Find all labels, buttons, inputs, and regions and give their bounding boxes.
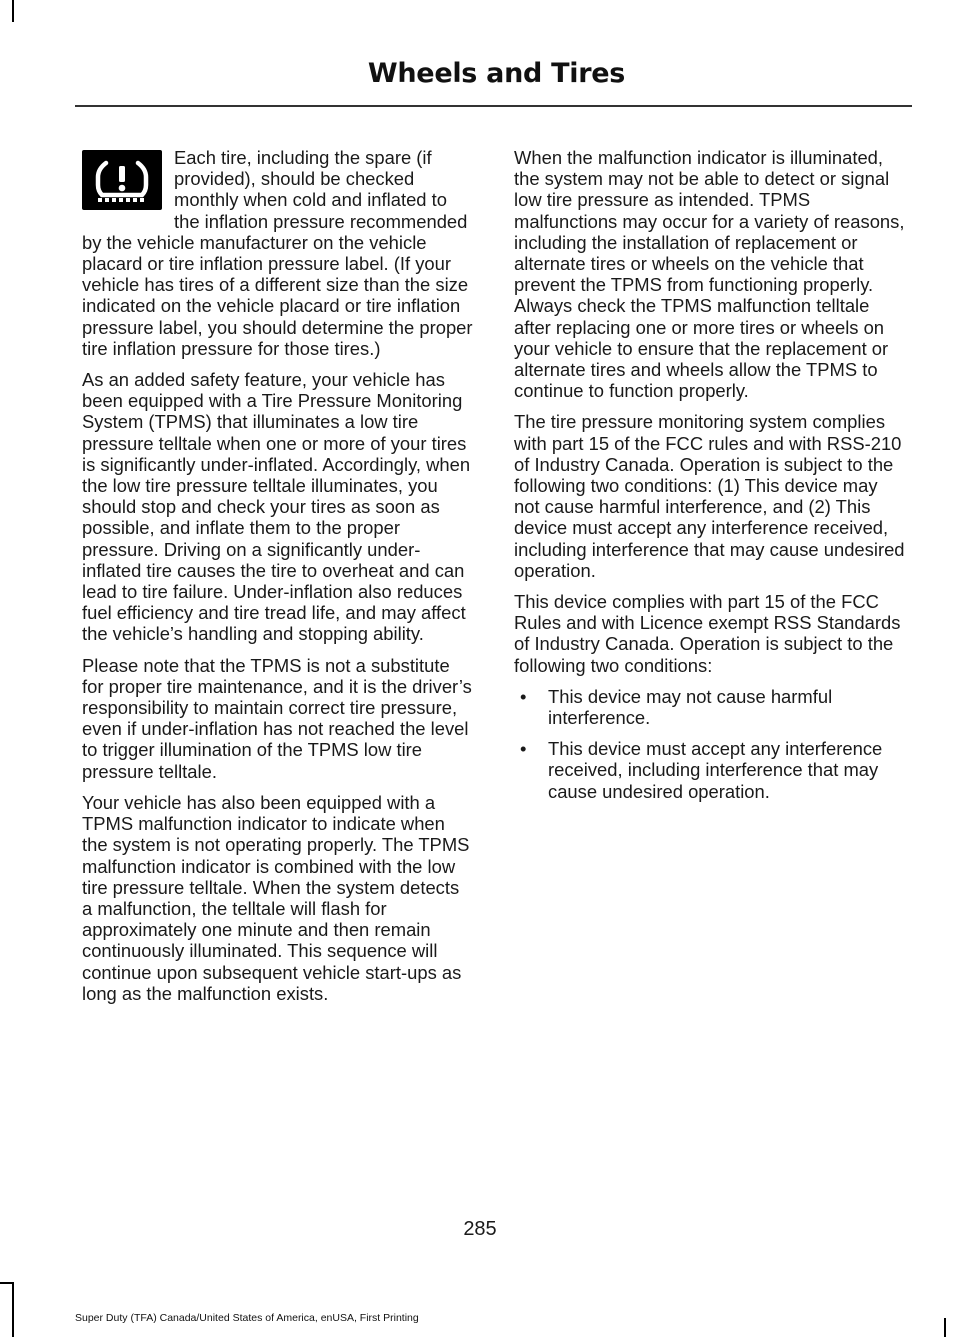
right-column bbox=[514, 147, 906, 812]
page-title: Wheels and Tires bbox=[367, 58, 625, 89]
crop-mark-bottom-right bbox=[944, 1318, 946, 1337]
bullet-list bbox=[514, 686, 906, 802]
paragraph: Please note that the TPMS is not a substitute for proper tire maintenance, and it is the driver’s responsibility to maintain correct tire pressure, even if under-inflation has not reached the level to trigger illumination of the TPMS low tire pressure telltale. bbox=[82, 654, 472, 782]
paragraph: As an added safety feature, your vehicle has been equipped with a Tire Pressure Monitoring System (TPMS) that illuminates a low tire pressure telltale when one or more of your tires is significantly under-inflated. Accordingly, when the low tire pressure telltale illuminates, you should stop and check your tires as soon as possible, and inflate them to the proper pressure. Driving on a significantly under-inflated tire causes the tire to overheat and can lead to tire failure. Under-inflation also reduces fuel efficiency and tire tread life, and may affect the vehicle’s handling and stopping ability. bbox=[82, 369, 471, 645]
paragraph: This device complies with part 15 of the FCC Rules and with Licence exempt RSS Standards of Industry Canada. Operation is subject to the following two conditions: bbox=[514, 591, 901, 676]
crop-mark-bottom-left bbox=[12, 1282, 14, 1337]
bullet-glyph: • bbox=[520, 738, 527, 760]
bullet-glyph: • bbox=[520, 685, 527, 707]
list-item bbox=[514, 686, 906, 728]
left-column bbox=[82, 147, 474, 1014]
header-rule bbox=[75, 105, 912, 107]
paragraph: The tire pressure monitoring system complies with part 15 of the FCC rules and with RSS-210 of Industry Canada. Operation is subject to the following two conditions: (1) This device may not cause harmful interference, and (2) This device must accept any interference received, including interference that may cause undesired operation. bbox=[514, 411, 905, 581]
list-item bbox=[514, 738, 906, 802]
paragraph: Each tire, including the spare (if provided), should be checked monthly when cold and inflated to the inflation pressure recommended by the vehicle manufacturer on the vehicle placard or tire inflation pressure label. (If your vehicle has tires of a different size than the size indicated on the vehicle placard or tire inflation pressure label, you should determine the proper tire inflation pressure for those tires.) bbox=[82, 147, 473, 359]
list-item-text: This device must accept any interference received, including interference that may cause undesired operation. bbox=[548, 738, 883, 802]
paragraph: When the malfunction indicator is illuminated, the system may not be able to detect or signal low tire pressure as intended. TPMS malfunctions may occur for a variety of reasons, including the installation of replacement or alternate tires or wheels on the vehicle that prevent the TPMS from functioning properly. Always check the TPMS malfunction telltale after replacing one or more tires or wheels on your vehicle to ensure that the replacement or alternate tires and wheels allow the TPMS to continue to function properly. bbox=[514, 147, 905, 402]
crop-mark-top-left bbox=[12, 0, 14, 22]
crop-mark-bottom-left-h bbox=[0, 1282, 14, 1284]
page-number: 285 bbox=[463, 1218, 497, 1240]
tire-pressure-warning-icon bbox=[82, 150, 162, 210]
list-item-text: This device may not cause harmful interference. bbox=[548, 685, 833, 729]
paragraph: Your vehicle has also been equipped with a TPMS malfunction indicator to indicate when the system is not operating properly. The TPMS malfunction indicator is combined with the low tire pressure telltale. When the system detects a malfunction, the telltale will flash for approximately one minute and then remain continuously illuminated. This sequence will continue upon subsequent vehicle start-ups as long as the malfunction exists. bbox=[82, 791, 470, 1004]
footer-text: Super Duty (TFA) Canada/United States of America, enUSA, First Printing bbox=[75, 1312, 419, 1324]
